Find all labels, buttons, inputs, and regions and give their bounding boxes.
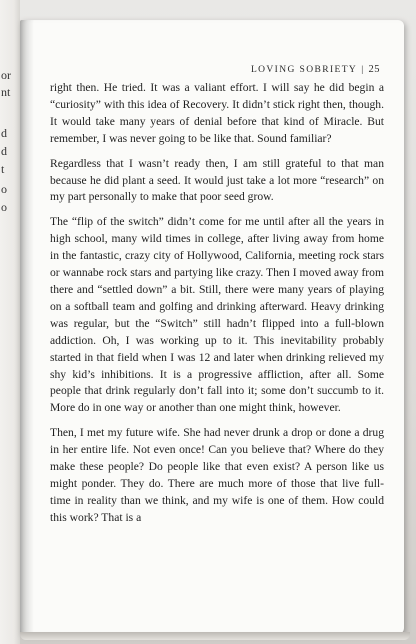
paragraph: The “flip of the switch” didn’t come for me until after all the years in high school, many wild times in college, after living away from home in the fantastic, crazy city of Hollywood, California, meeting rock stars or wannabe rock stars and partying like crazy. Then I moved away from there and “settled down” a bit. Still, there were many years of playing on a softball team and golfing and drinking afterward. Heavy drinking was regular, but the “Switch” still hadn’t flipped into a full-blown addiction. Oh, I was working up to it. This inevitability probably started in that field when I was 12 and later when drinking relieved my shy kid’s inhibitions. It is a progressive affliction, after all. Some people that drink regularly don’t fall into it; some don’t succumb to it. More do in one way or another than one might think, however.	[50, 215, 384, 415]
paragraph: Regardless that I wasn’t ready then, I am still grateful to that man because he did plant a seed. It would just take a lot more “research” on my part personally to make that poor seed grow.	[50, 156, 384, 204]
prev-page-fragment: o	[1, 200, 7, 214]
body-text	[50, 80, 384, 535]
paragraph: right then. He tried. It was a valiant effort. I will say he did begin a “curiosity” with this idea of Recovery. It didn’t stick right then, though. It would take many years of denial before that kind of Miracle. But remember, I was never going to be like that. Sound familiar?	[50, 81, 384, 145]
prev-page-fragment: d	[1, 126, 7, 140]
page-stack-edge	[20, 632, 410, 640]
gutter-shadow	[20, 20, 34, 634]
paragraph: Then, I met my future wife. She had never drunk a drop or done a drug in her entire life. Not even once! Can you believe that? Where do they make these people? Do people like that even exist? A person like us might ponder. They do. There are much more of those that live full-time in reality than we think, and my wife is one of them. How could this work? That is a	[50, 426, 384, 524]
prev-page-fragment: d	[1, 144, 7, 158]
running-title: LOVING SOBRIETY	[250, 65, 358, 75]
prev-page-fragment: o	[1, 182, 7, 196]
header-separator: |	[361, 65, 365, 75]
running-head	[251, 64, 380, 75]
prev-page-fragment: or	[1, 68, 11, 82]
previous-page-edge	[0, 0, 20, 644]
prev-page-fragment: nt	[1, 85, 11, 99]
book-page	[20, 20, 404, 634]
prev-page-fragment: t	[1, 162, 5, 176]
page-number: 25	[368, 64, 380, 75]
